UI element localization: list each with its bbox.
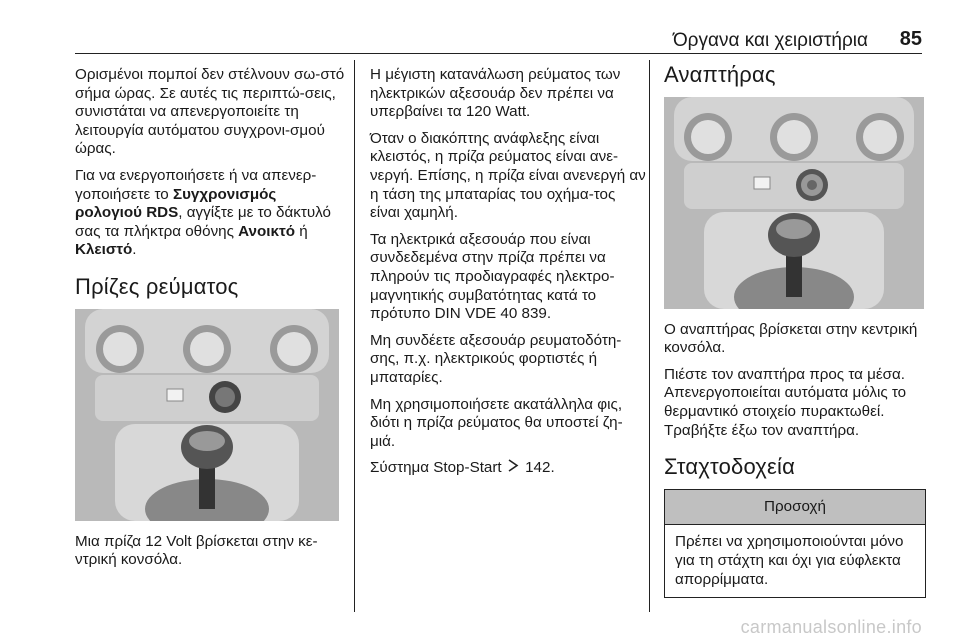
section-heading: Πρίζες ρεύματος (75, 273, 239, 299)
watermark: carmanualsonline.info (740, 617, 922, 637)
cross-reference[interactable] (370, 459, 646, 478)
column-3 (664, 62, 926, 598)
paragraph: Μη συνδέετε αξεσουάρ ρευματοδότη-σης, π.χ. ηλεκτρικούς φορτιστές ή μπαταρίες. (370, 331, 622, 386)
page-number: 85 (899, 28, 922, 50)
column-1 (75, 66, 345, 578)
photo-caption: Μια πρίζα 12 Volt βρίσκεται στην κε-ντρική κονσόλα. (75, 532, 318, 569)
caution-box (664, 489, 926, 598)
paragraph: Ορισμένοι πομποί δεν στέλνουν σω-στό σήμα ώρας. Σε αυτές τις περιπτώ-σεις, συνιστάται να απενεργοποιείτε τη λειτουργία αυτόματου συγχρονι-σμού ώρας. (75, 66, 345, 158)
paragraph: Όταν ο διακόπτης ανάφλεξης είναι κλειστός, η πρίζα ρεύματος είναι ανε-νεργή. Επίσης, η πρίζα είναι ανενεργή αν η τάση της μπαταρίας του οχήμα-τος είναι χαμηλή. (370, 129, 646, 222)
caution-text: Πρέπει να χρησιμοποιούνται μόνο για τη στάχτη και όχι για εύφλεκτα απορρίμματα. (675, 533, 904, 588)
paragraph: Η μέγιστη κατανάλωση ρεύματος των ηλεκτρικών αξεσουάρ δεν πρέπει να υπερβαίνει τα 120 Watt. (370, 66, 621, 121)
header-title: Όργανα και χειριστήρια (672, 30, 868, 51)
page-reference: 142. (525, 459, 555, 477)
page-reference-icon (508, 459, 519, 478)
bold-term: Κλειστό (75, 241, 133, 259)
console-illustration (664, 97, 924, 309)
column-divider (649, 60, 650, 612)
power-outlet-photo (75, 309, 339, 521)
column-divider (354, 60, 355, 612)
cigarette-lighter-photo (664, 97, 924, 309)
column-2 (370, 66, 646, 486)
paragraph (75, 167, 345, 260)
bold-term: Ανοικτό (238, 222, 296, 240)
header-rule (75, 53, 922, 54)
paragraph: Πιέστε τον αναπτήρα προς τα μέσα. Απενεργοποιείται αυτόματα μόλις το θερμαντικό στοιχείο πυρακτωθεί. Τραβήξτε έξω τον αναπτήρα. (664, 365, 907, 439)
bold-term: Συγχρονισμός ρολογιού RDS (75, 185, 277, 222)
caution-title: Προσοχή (665, 490, 925, 526)
section-heading: Σταχτοδοχεία (664, 454, 796, 480)
text: Σύστημα Stop-Start (370, 459, 502, 477)
text: ή (295, 222, 308, 240)
console-illustration (75, 309, 339, 521)
text: , αγγίξτε με το δάκτυλό σας τα πλήκτρα οθόνης (75, 204, 331, 240)
paragraph: Ο αναπτήρας βρίσκεται στην κεντρική κονσόλα. (664, 320, 918, 357)
paragraph: Τα ηλεκτρικά αξεσουάρ που είναι συνδεδεμένα στην πρίζα πρέπει να πληρούν τις προδιαγραφές ηλεκτρο-μαγνητικής συμβατότητας κατά το πρότυπο DIN VDE 40 839. (370, 230, 615, 323)
paragraph: Μη χρησιμοποιήσετε ακατάλληλα φις, διότι η πρίζα ρεύματος θα υποστεί ζη-μιά. (370, 395, 623, 450)
text: . (132, 241, 137, 259)
text: Για να ενεργοποιήσετε ή να απενερ-γοποιήσετε το (75, 166, 317, 203)
section-heading: Αναπτήρας (664, 62, 776, 87)
